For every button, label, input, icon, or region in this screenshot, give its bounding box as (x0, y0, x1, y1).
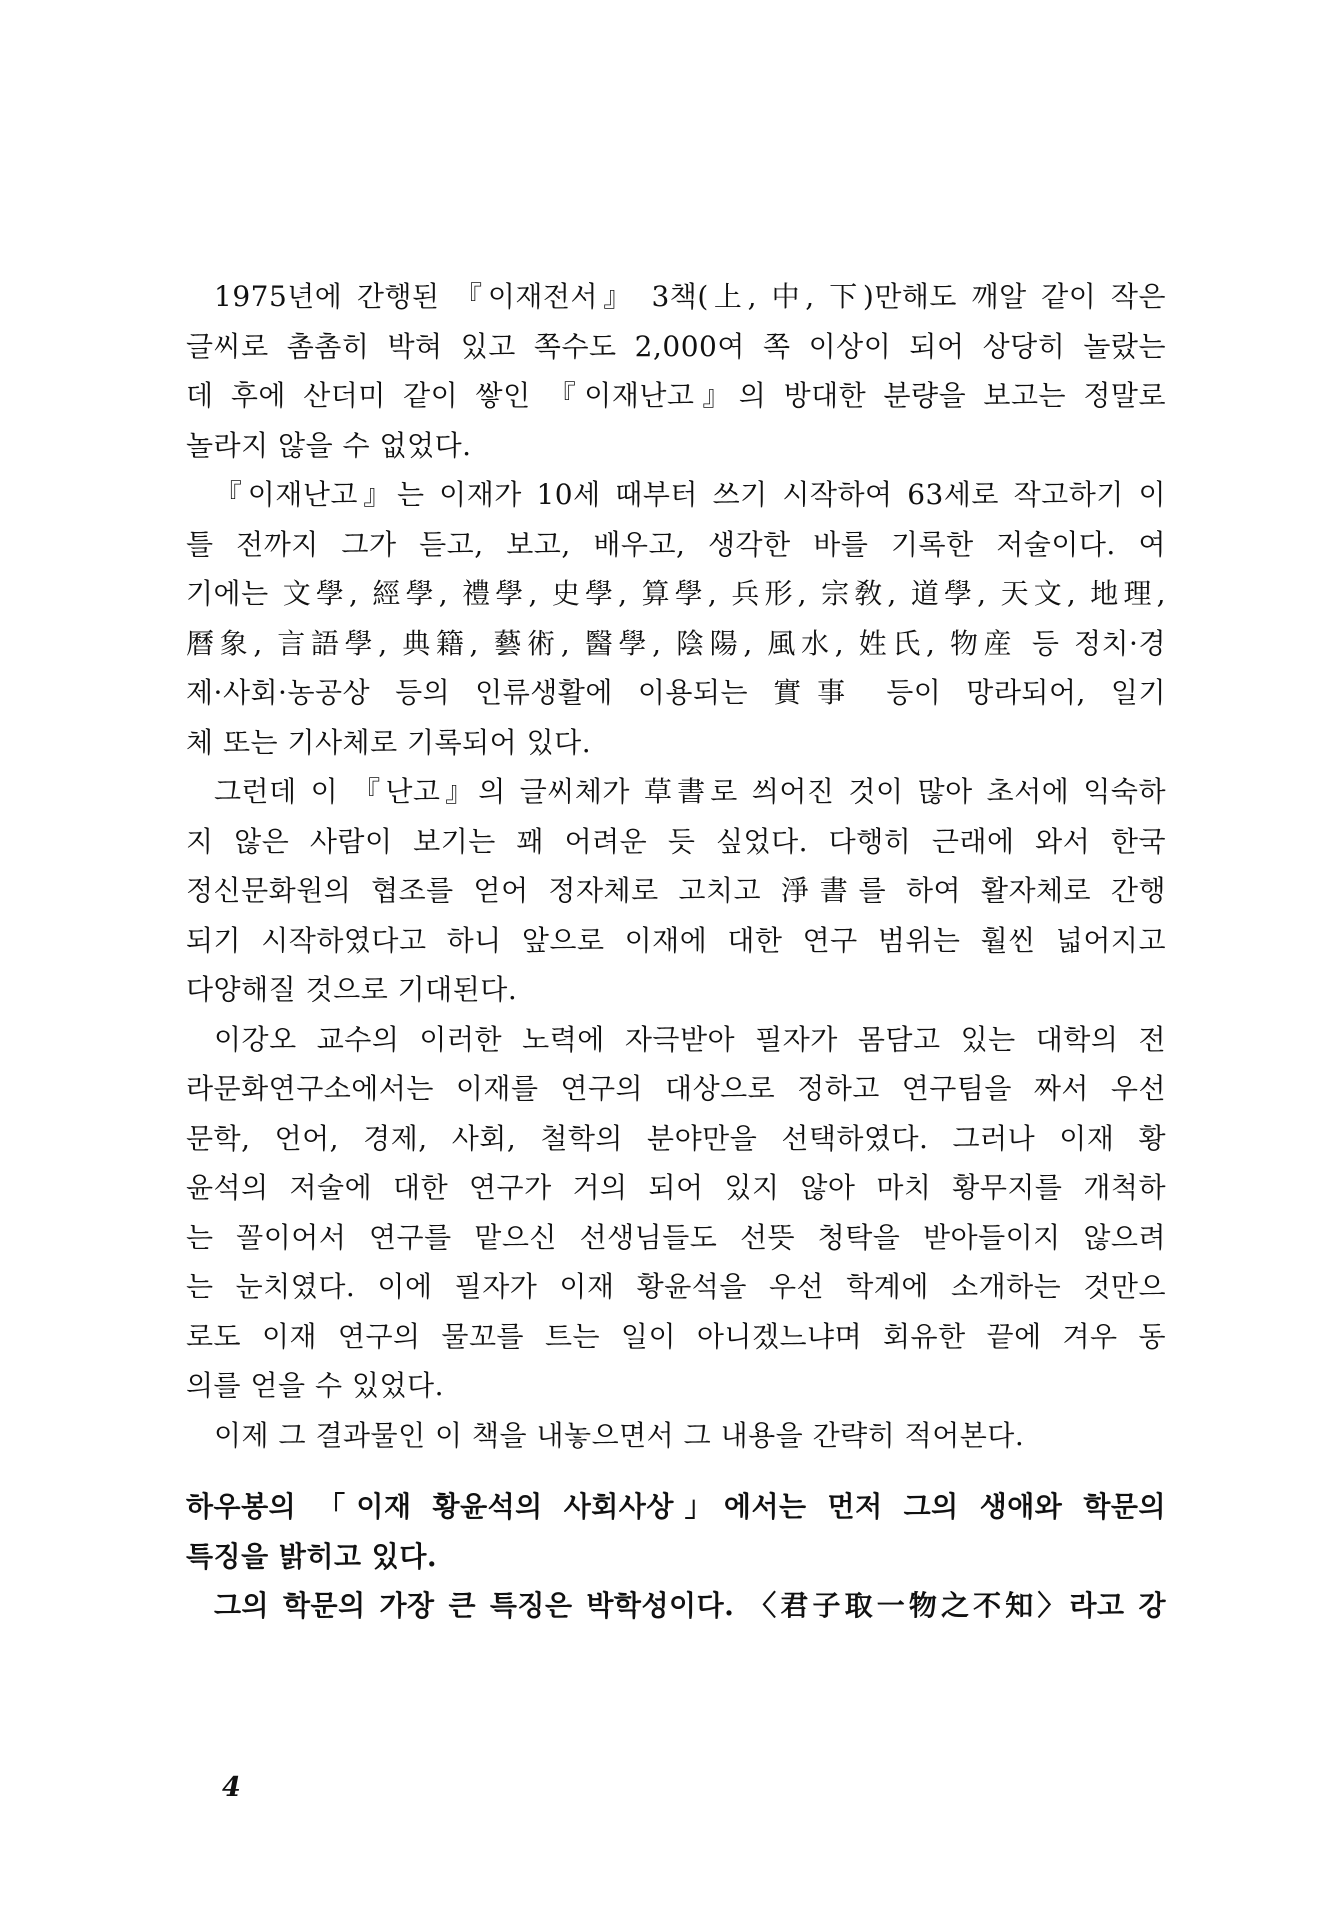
page-number: 4 (222, 1772, 241, 1803)
text-line: 체 또는 기사체로 기록되어 있다. (186, 725, 592, 759)
paragraph-1 (186, 272, 1166, 470)
paragraph-3 (186, 767, 1166, 1015)
section-gap (186, 1460, 1166, 1482)
text-line: 문학, 언어, 경제, 사회, 철학의 분야만을 선택하였다. 그러나 이재 황 (186, 1121, 1166, 1155)
text-line: 1975년에 간행된 『이재전서』 3책(上, 中, 下)만해도 깨알 같이 작은 (214, 280, 1166, 313)
text-line: 曆象, 言語學, 典籍, 藝術, 醫學, 陰陽, 風水, 姓氏, 物産 등 정치·경 (186, 626, 1166, 660)
text-line: 이강오 교수의 이러한 노력에 자극받아 필자가 몸담고 있는 대학의 전 (214, 1022, 1166, 1056)
text-line: 되기 시작하였다고 하니 앞으로 이재에 대한 연구 범위는 훨씬 넓어지고 (186, 923, 1166, 957)
text-line: 윤석의 저술에 대한 연구가 거의 되어 있지 않아 마치 황무지를 개척하 (186, 1171, 1166, 1204)
text-line: 이제 그 결과물인 이 책을 내놓으면서 그 내용을 간략히 적어본다. (214, 1418, 1025, 1452)
text-line: 그런데 이 『난고』의 글씨체가 草書로 씌어진 것이 많아 초서에 익숙하 (214, 775, 1166, 808)
text-line: 틀 전까지 그가 듣고, 보고, 배우고, 생각한 바를 기록한 저술이다. 여 (186, 527, 1166, 561)
paragraph-6 (186, 1482, 1166, 1581)
text-line: 지 않은 사람이 보기는 꽤 어려운 듯 싶었다. 다행히 근래에 와서 한국 (186, 824, 1166, 858)
body-text (186, 272, 1166, 1631)
text-line: 의를 얻을 수 있었다. (186, 1369, 444, 1402)
text-line: 다양해질 것으로 기대된다. (186, 973, 518, 1006)
paragraph-4 (186, 1015, 1166, 1411)
text-line: 『이재난고』는 이재가 10세 때부터 쓰기 시작하여 63세로 작고하기 이 (214, 478, 1166, 511)
text-line: 정신문화원의 협조를 얻어 정자체로 고치고 淨書를 하여 활자체로 간행 (186, 874, 1166, 907)
text-line: 그의 학문의 가장 큰 특징은 박학성이다. 〈君子取一物之不知〉라고 강 (214, 1589, 1166, 1622)
text-line: 제·사회·농공상 등의 인류생활에 이용되는 實事 등이 망라되어, 일기 (186, 676, 1166, 709)
text-line: 는 꼴이어서 연구를 맡으신 선생님들도 선뜻 청탁을 받아들이지 않으려 (186, 1220, 1166, 1254)
paragraph-2 (186, 470, 1166, 767)
text-line: 는 눈치였다. 이에 필자가 이재 황윤석을 우선 학계에 소개하는 것만으 (186, 1270, 1166, 1303)
text-line: 기에는 文學, 經學, 禮學, 史學, 算學, 兵形, 宗敎, 道學, 天文, 地理, (186, 577, 1166, 610)
text-line: 데 후에 산더미 같이 쌓인 『이재난고』의 방대한 분량을 보고는 정말로 (186, 379, 1166, 412)
paragraph-7 (186, 1581, 1166, 1631)
text-line: 하우봉의 「이재 황윤석의 사회사상」에서는 먼저 그의 생애와 학문의 (186, 1490, 1166, 1523)
text-line: 특징을 밝히고 있다. (186, 1539, 438, 1573)
text-line: 글씨로 촘촘히 박혀 있고 쪽수도 2,000여 쪽 이상이 되어 상당히 놀랐는 (186, 329, 1166, 363)
text-line: 놀라지 않을 수 없었다. (186, 428, 472, 462)
text-line: 라문화연구소에서는 이재를 연구의 대상으로 정하고 연구팀을 짜서 우선 (186, 1072, 1166, 1105)
paragraph-5 (186, 1411, 1166, 1461)
text-line: 로도 이재 연구의 물꼬를 트는 일이 아니겠느냐며 회유한 끝에 겨우 동 (186, 1319, 1166, 1353)
